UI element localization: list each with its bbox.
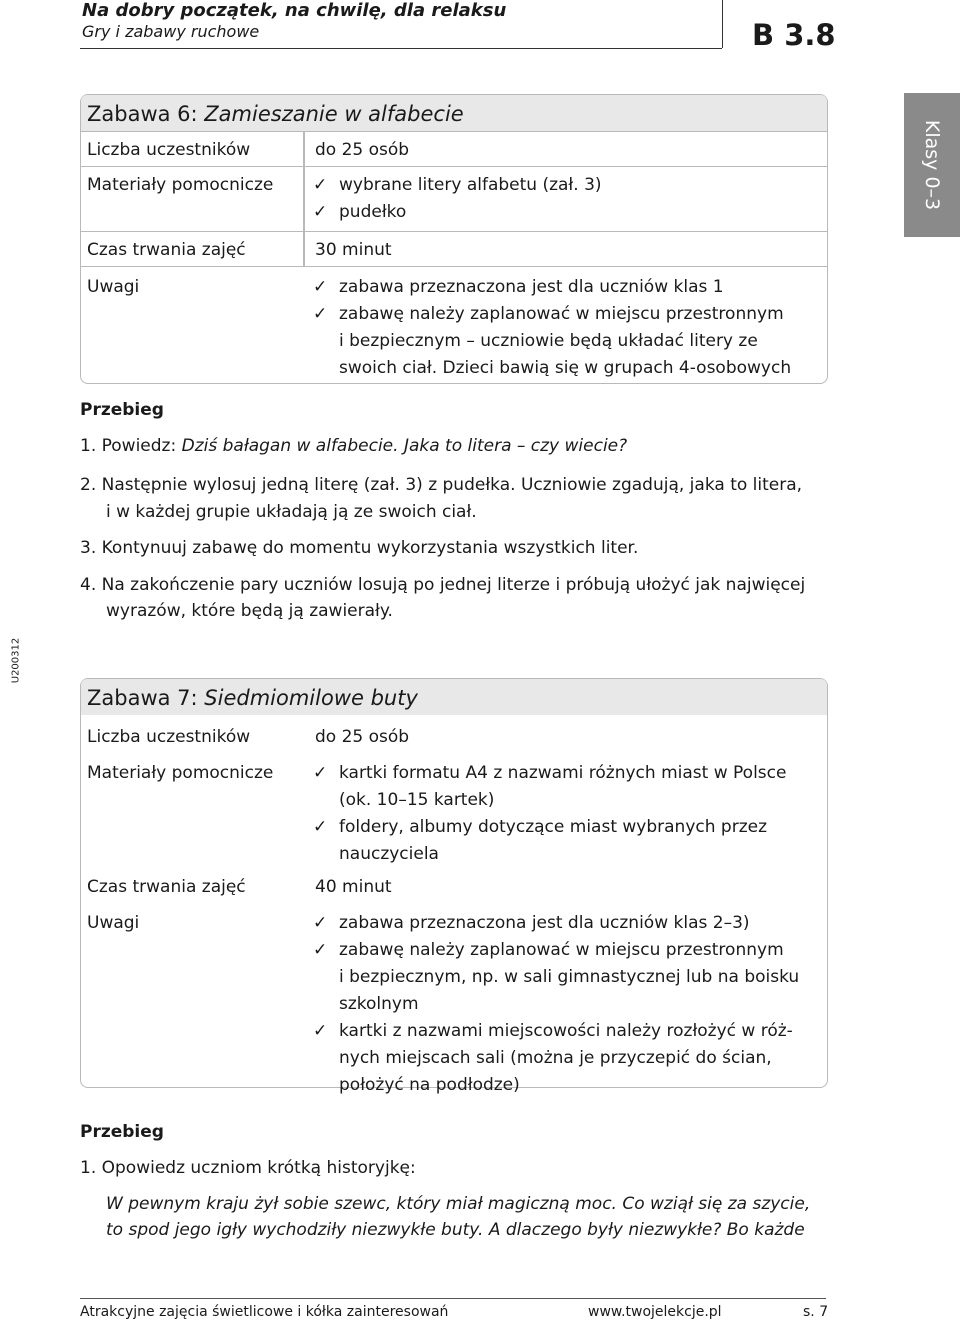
game6-step-2: 2. Następnie wylosuj jedną literę (zał. 3) z pudełka. Uczniowie zgadują, jaka to litera, [80, 475, 803, 495]
note-line: kartki z nazwami miejscowości należy rozłożyć w róż- [339, 1021, 793, 1041]
check-icon: ✓ [313, 763, 328, 783]
participants-label: Liczba uczestników [87, 727, 251, 747]
duration-label: Czas trwania zajęć [87, 240, 246, 260]
material-item: wybrane litery alfabetu (zał. 3) [339, 175, 602, 195]
game6-name: Zamieszanie w alfabecie [204, 102, 464, 126]
notes-label: Uwagi [87, 277, 140, 297]
website-link[interactable]: www.twojelekcje.pl [588, 1304, 722, 1320]
game6-notes-row [81, 266, 827, 383]
participants-value: do 25 osób [315, 140, 410, 160]
game7-info-box [80, 678, 828, 1095]
collection-title: Na dobry początek, na chwilę, dla relaksu [82, 0, 507, 21]
material-line: kartki formatu A4 z nazwami różnych miast w Polsce [339, 763, 787, 783]
note-line: i bezpiecznym – uczniowie będą układać litery ze [339, 331, 758, 351]
game6-step-4: 4. Na zakończenie pary uczniów losują po jednej literze i próbują ułożyć jak najwięcej [80, 575, 806, 595]
game7-duration-row [81, 869, 827, 905]
note-line: i bezpiecznym, np. w sali gimnastycznej lub na boisku [339, 967, 800, 987]
game7-notes-row [81, 905, 827, 1095]
notes-label: Uwagi [87, 913, 140, 933]
game7-procedure-heading: Przebieg [80, 1122, 164, 1142]
check-icon: ✓ [313, 175, 328, 195]
note-line: zabawę należy zaplanować w miejscu przestronnym [339, 940, 784, 960]
duration-value: 40 minut [315, 877, 392, 897]
collection-subtitle: Gry i zabawy ruchowe [82, 22, 260, 41]
document-code: U200312 [10, 637, 22, 684]
game7-participants-row [81, 715, 827, 751]
duration-value: 30 minut [315, 240, 392, 260]
note-line: zabawa przeznaczona jest dla uczniów klas 1 [339, 277, 724, 297]
game6-duration-row [81, 231, 827, 266]
step-quote: Dziś bałagan w alfabecie. Jaka to litera – czy wiecie? [181, 436, 628, 456]
game6-step-1 [80, 436, 627, 456]
material-line: nauczyciela [339, 844, 439, 864]
participants-value: do 25 osób [315, 727, 410, 747]
game7-materials-row [81, 751, 827, 869]
note-line: zabawę należy zaplanować w miejscu przestronnym [339, 304, 784, 324]
publication-title: Atrakcyjne zajęcia świetlicowe i kółka zainteresowań [80, 1304, 449, 1320]
note-line: swoich ciał. Dzieci bawią się w grupach 4-osobowych [339, 358, 792, 378]
game7-story-line-2: to spod jego igły wychodziły niezwykłe buty. A dlaczego były niezwykłe? Bo każde [106, 1220, 805, 1240]
note-line: nych miejscach sali (można je przyczepić do ścian, [339, 1048, 772, 1068]
game7-story-line-1: W pewnym kraju żył sobie szewc, który miał magiczną moc. Co wziął się za szycie, [106, 1194, 811, 1214]
note-line: zabawa przeznaczona jest dla uczniów klas 2–3) [339, 913, 750, 933]
check-icon: ✓ [313, 913, 328, 933]
material-line: foldery, albumy dotyczące miast wybranych przez [339, 817, 767, 837]
check-icon: ✓ [313, 817, 328, 837]
materials-label: Materiały pomocnicze [87, 175, 274, 195]
page-number: s. 7 [803, 1304, 829, 1320]
game6-title [81, 95, 827, 131]
class-level-tab [904, 93, 960, 237]
participants-label: Liczba uczestników [87, 140, 251, 160]
check-icon: ✓ [313, 277, 328, 297]
game6-step-4-cont: wyrazów, które będą ją zawierały. [106, 601, 393, 621]
materials-label: Materiały pomocnicze [87, 763, 274, 783]
header-divider-vertical [722, 0, 723, 48]
check-icon: ✓ [313, 304, 328, 324]
duration-label: Czas trwania zajęć [87, 877, 246, 897]
game6-step-2-cont: i w każdej grupie układają ją ze swoich ciał. [106, 502, 477, 522]
game7-step-1: 1. Opowiedz uczniom krótką historyjkę: [80, 1158, 416, 1178]
check-icon: ✓ [313, 940, 328, 960]
game7-name: Siedmiomilowe buty [204, 686, 418, 710]
game6-step-3: 3. Kontynuuj zabawę do momentu wykorzystania wszystkich liter. [80, 538, 639, 558]
material-line: (ok. 10–15 kartek) [339, 790, 495, 810]
game7-prefix: Zabawa 7: [87, 686, 198, 710]
material-item: pudełko [339, 202, 407, 222]
class-level-label: Klasy 0–3 [921, 119, 943, 211]
game6-procedure-heading: Przebieg [80, 400, 164, 420]
step-text: 1. Powiedz: [80, 436, 182, 456]
game6-prefix: Zabawa 6: [87, 102, 198, 126]
header-divider-horizontal [80, 48, 722, 49]
footer-divider [80, 1298, 826, 1299]
game6-info-box [80, 94, 828, 384]
game7-title [81, 679, 827, 715]
note-line: położyć na podłodze) [339, 1075, 520, 1095]
check-icon: ✓ [313, 202, 328, 222]
game6-participants-row [81, 131, 827, 166]
game6-materials-row [81, 166, 827, 231]
check-icon: ✓ [313, 1021, 328, 1041]
section-code: B 3.8 [752, 18, 836, 52]
note-line: szkolnym [339, 994, 419, 1014]
